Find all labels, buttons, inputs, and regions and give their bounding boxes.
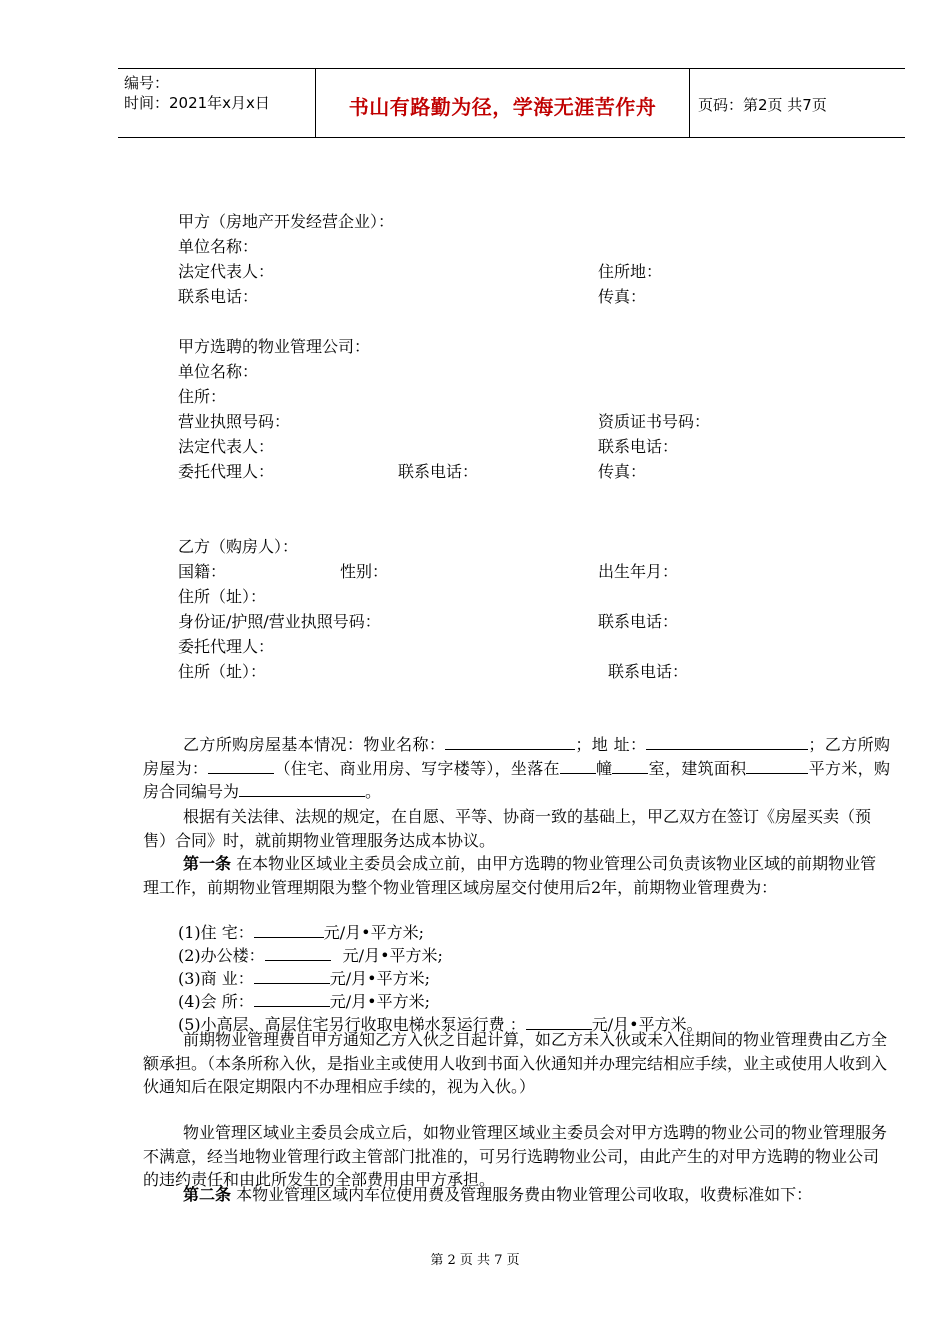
fee-item-residential [178,921,424,943]
party-a-title: 甲方（房地产开发经营企业）： [178,212,395,231]
header-page-number: 页码：第2页 共7页 [698,96,827,114]
fee-unit: 元/月•平方米; [323,923,424,942]
house-info-paragraph [143,733,890,804]
party-a-legal-rep: 法定代表人： [178,262,275,281]
article-2-title: 第二条 [183,1185,232,1204]
fee-unit: 元/月•平方米; [329,969,430,988]
party-a-unit-name: 单位名称： [178,237,259,256]
page-header [118,68,905,138]
party-a-fax: 传真： [598,287,647,306]
company-agent: 委托代理人： [178,462,275,481]
company-phone: 联系电话： [598,437,679,456]
fee-unit: 元/月•平方米; [329,992,430,1011]
article-1-title: 第一条 [183,854,232,873]
fee-label: (2)办公楼： [178,946,265,965]
fee-label: (3)商 业： [178,969,254,988]
header-time: 时间：2021年x月x日 [124,94,270,112]
house-info-text: 室，建筑面积 [648,758,747,778]
party-a-address: 住所地： [598,262,663,281]
party-b-phone: 联系电话： [598,612,679,631]
fee-label: (5)小高层、高层住宅另行收取电梯水泵运行费 ： [178,1015,526,1034]
party-b-gender: 性别： [340,562,389,581]
house-info-text: 。 [365,782,382,801]
company-address: 住所： [178,387,227,406]
company-fax: 传真： [598,462,647,481]
party-b-birth: 出生年月： [598,562,679,581]
header-number: 编号： [124,74,170,92]
article-1-paragraph [143,852,890,899]
blank-field [646,733,808,750]
blank-field [208,757,274,774]
party-a-phone: 联系电话： [178,287,259,306]
after-committee-paragraph: 物业管理区域业主委员会成立后，如物业管理区域业主委员会对甲方选聘的物业公司的物业管理服务不满意，经当地物业管理行政主管部门批准的，可另行选聘物业公司，由此产生的对甲方选聘的物业公司的违约责任和由此所发生的全部费用由甲方承担。 [143,1123,888,1189]
house-info-text: 乙方所购房屋基本情况：物业名称： [183,735,446,754]
party-b-nationality: 国籍： [178,562,227,581]
fee-item-commercial [178,967,430,989]
fee-unit: 元/月•平方米。 [591,1015,703,1034]
company-cert: 资质证书号码： [598,412,711,431]
house-info-text: ；地 址： [575,735,647,754]
blank-field [254,990,330,1007]
house-info-text: （住宅、商业用房、写字楼等），坐落在 [274,758,560,778]
header-divider [689,69,690,137]
basis-paragraph: 根据有关法律、法规的规定，在自愿、平等、协商一致的基础上，甲乙双方在签订《房屋买卖（预售）合同》时，就前期物业管理服务达成本协议。 [143,807,872,850]
party-b-agent: 委托代理人： [178,637,275,656]
party-b-agent-address: 住所（址）： [178,662,267,681]
fee-item-office [178,944,443,966]
party-b-id: 身份证/护照/营业执照号码： [178,612,381,631]
house-info-text: 幢 [595,758,613,778]
blank-field [239,780,365,797]
company-unit-name: 单位名称： [178,362,259,381]
blank-field [560,757,596,774]
company-license: 营业执照号码： [178,412,291,431]
header-motto: 书山有路勤为径，学海无涯苦作舟 [348,95,657,119]
article-2-text: 本物业管理区域内车位使用费及管理服务费由物业管理公司收取，收费标准如下： [231,1185,813,1204]
start-fee-paragraph: 前期物业管理费自甲方通知乙方入伙之日起计算，如乙方未入伙或未入住期间的物业管理费由乙方全额承担。（本条所称入伙，是指业主或使用人收到书面入伙通知并办理完结相应手续，业主或使用人收到入伙通知后在限定期限内不办理相应手续的，视为入伙。） [143,1030,888,1096]
fee-unit: 元/月•平方米; [342,946,443,965]
house-info-text: 平方米，购房合同编号为 [143,758,890,801]
article-2-paragraph [143,1183,890,1207]
blank-field [612,757,648,774]
company-agent-phone: 联系电话： [398,462,479,481]
party-b-title: 乙方（购房人）： [178,537,299,556]
fee-item-clubhouse [178,990,430,1012]
blank-field [254,921,324,938]
page-footer: 第 2 页 共 7 页 [430,1253,520,1268]
company-title: 甲方选聘的物业管理公司： [178,337,371,356]
fee-label: (4)会 所： [178,992,254,1011]
house-info-text: ；乙方所购房屋为： [143,735,890,778]
party-b-address: 住所（址）： [178,587,267,606]
blank-field [254,967,330,984]
header-meta [124,73,270,113]
blank-field [445,733,575,750]
blank-field [265,944,331,961]
blank-field [746,757,808,774]
company-legal-rep: 法定代表人： [178,437,275,456]
party-b-agent-phone: 联系电话： [608,662,689,681]
fee-label: (1)住 宅： [178,923,254,942]
article-1-text: 在本物业区域业主委员会成立前，由甲方选聘的物业管理公司负责该物业区域的前期物业管理工作，前期物业管理期限为整个物业管理区域房屋交付使用后2年，前期物业管理费为： [143,854,877,897]
